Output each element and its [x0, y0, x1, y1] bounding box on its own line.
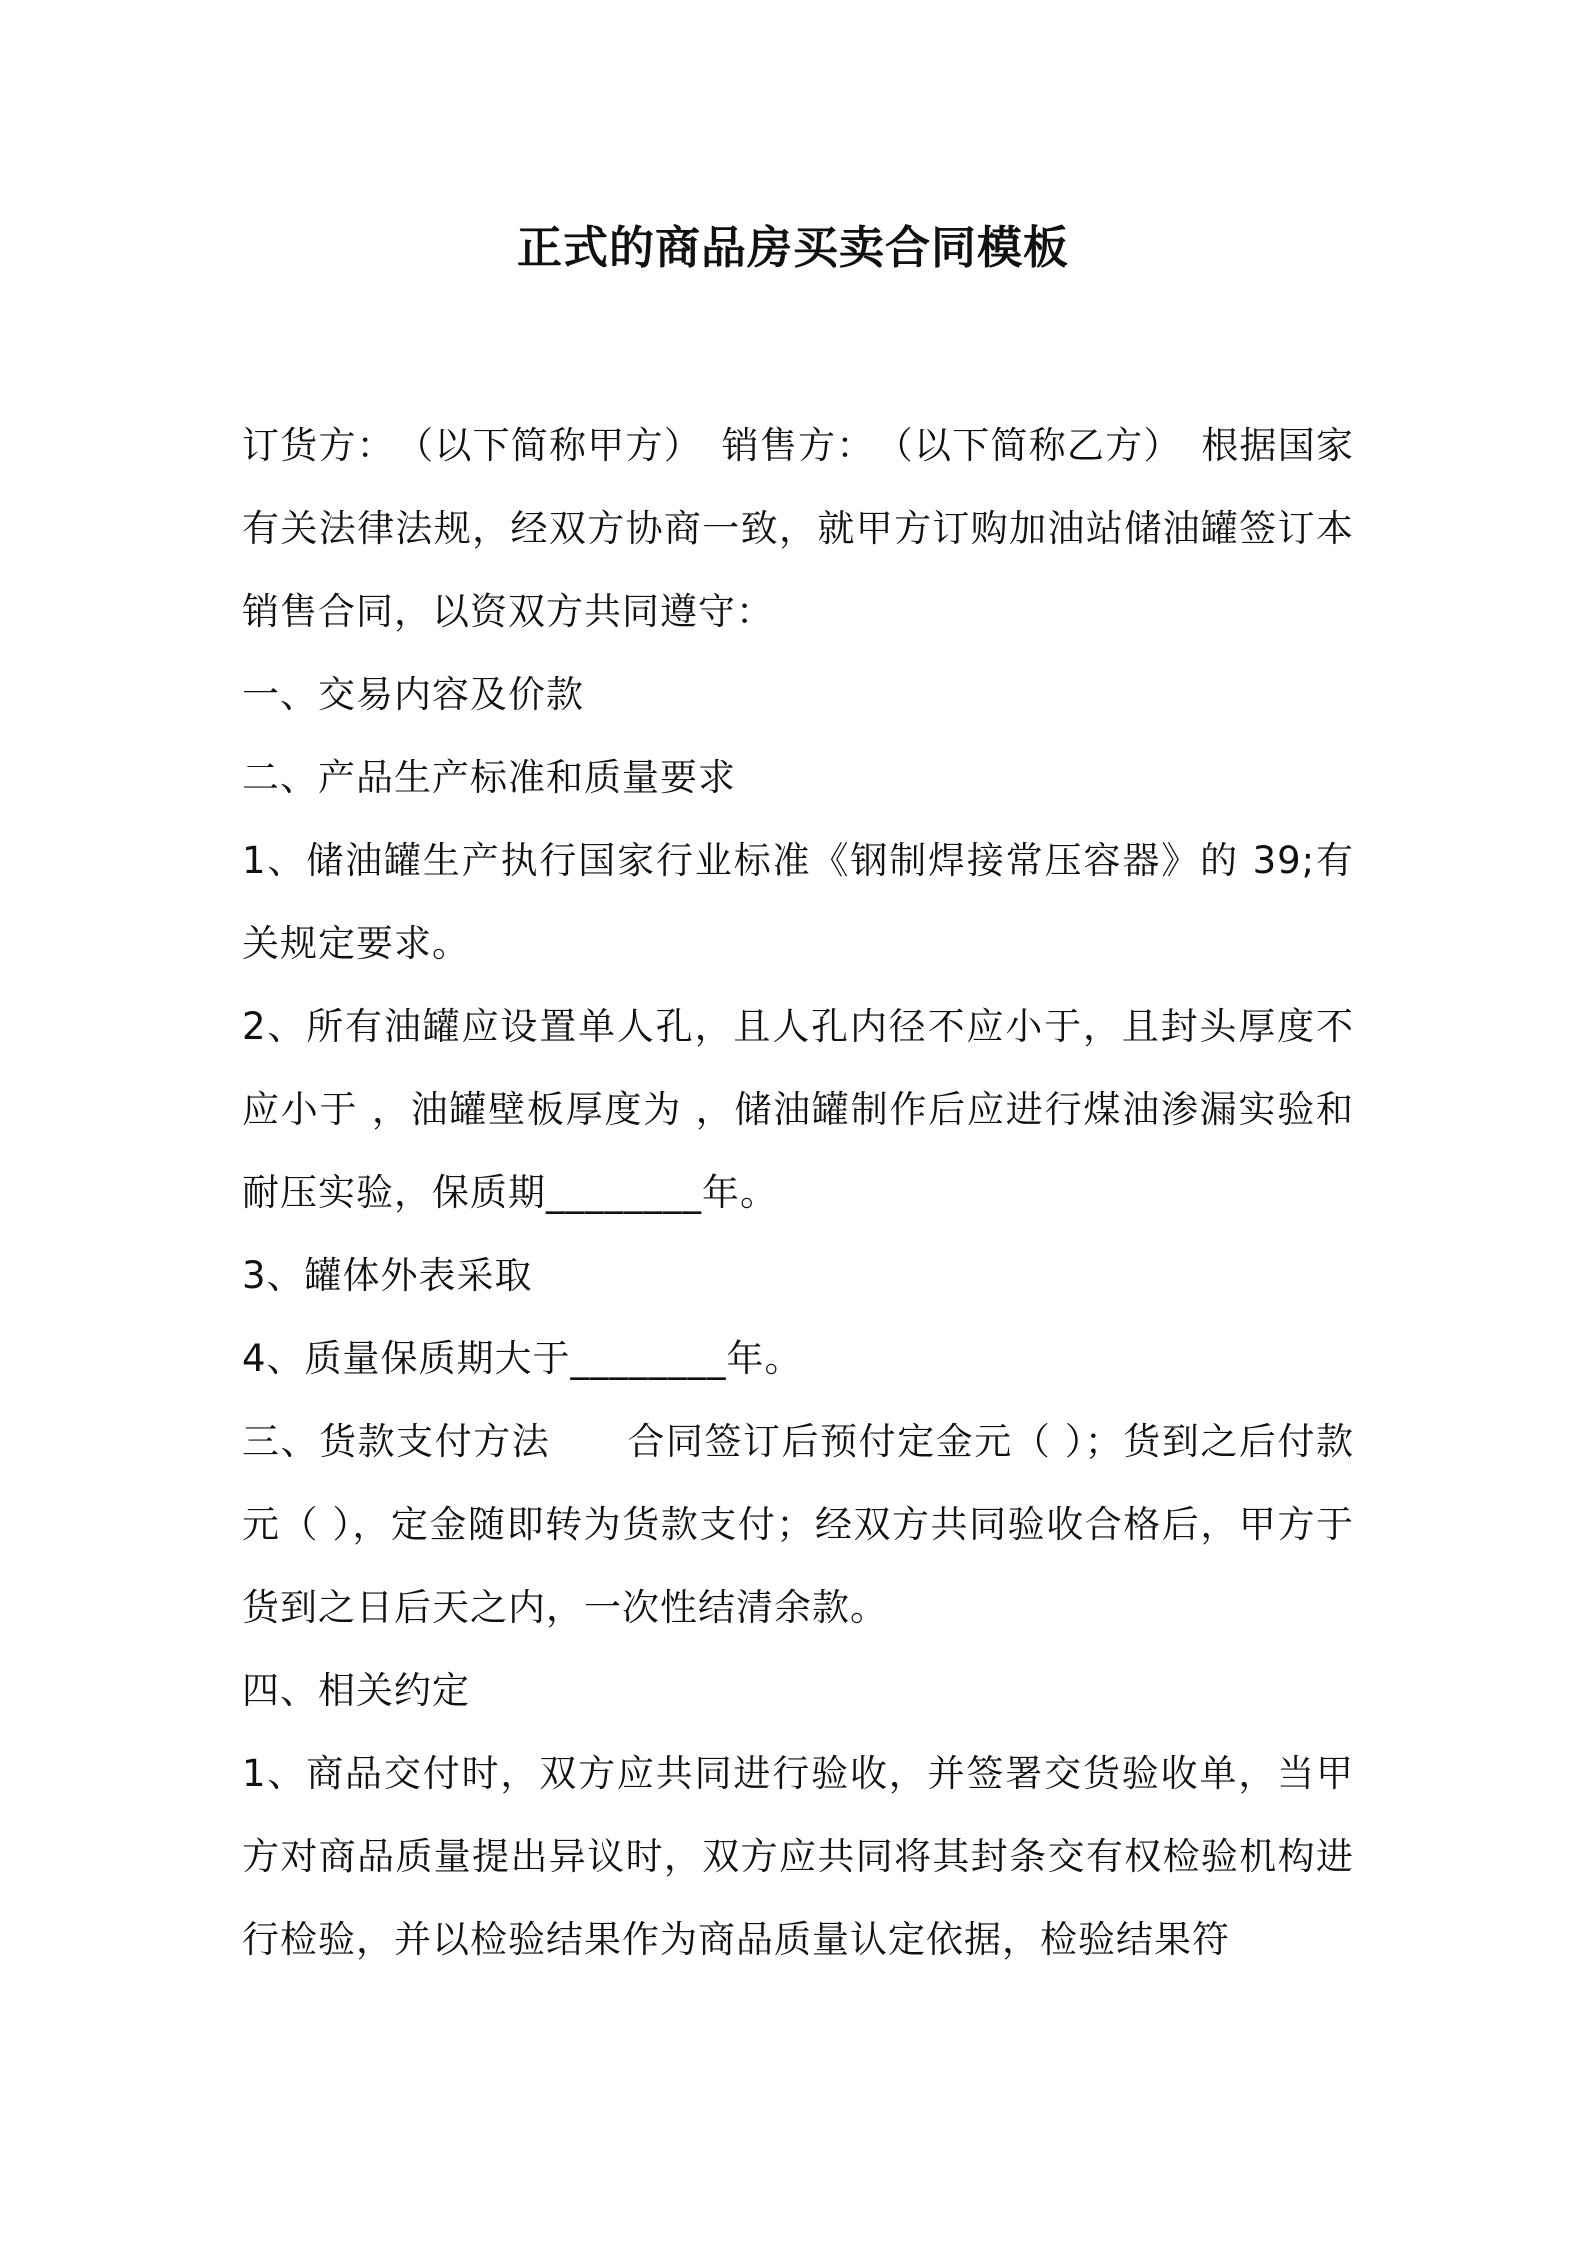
document-title: 正式的商品房买卖合同模板 — [516, 221, 1069, 274]
clause-2-3: 3、罐体外表采取 — [242, 1254, 533, 1297]
section-heading-4: 四、相关约定 — [242, 1669, 470, 1712]
clause-2-2: 2、所有油罐应设置单人孔，且人孔内径不应小于，且封头厚度不应小于 ，油罐壁板厚度为 ，储油罐制作后应进行煤油渗漏实验和耐压实验，保质期________年。 — [242, 1005, 1354, 1214]
clause-2-1: 1、储油罐生产执行国家行业标准《钢制焊接常压容器》的 39;有关规定要求。 — [242, 839, 1354, 965]
document-body — [242, 404, 1354, 1981]
section-heading-3-payment: 三、货款支付方法 合同签订后预付定金元（ ）；货到之后付款 元（ ），定金随即转为货款支付；经双方共同验收合格后，甲方于货到之日后天之内，一次性结清余款。 — [242, 1420, 1354, 1629]
clause-4-1: 1、商品交付时，双方应共同进行验收，并签署交货验收单，当甲方对商品质量提出异议时，双方应共同将其封条交有权检验机构进行检验，并以检验结果作为商品质量认定依据，检验结果符 — [242, 1752, 1354, 1961]
paragraph-parties: 订货方： （以下简称甲方） 销售方： （以下简称乙方） 根据国家有关法律法规，经双方协商一致，就甲方订购加油站储油罐签订本销售合同，以资双方共同遵守： — [242, 424, 1354, 633]
clause-2-4: 4、质量保质期大于________年。 — [242, 1337, 803, 1380]
section-heading-1: 一、交易内容及价款 — [242, 673, 584, 716]
section-heading-2: 二、产品生产标准和质量要求 — [242, 756, 736, 799]
